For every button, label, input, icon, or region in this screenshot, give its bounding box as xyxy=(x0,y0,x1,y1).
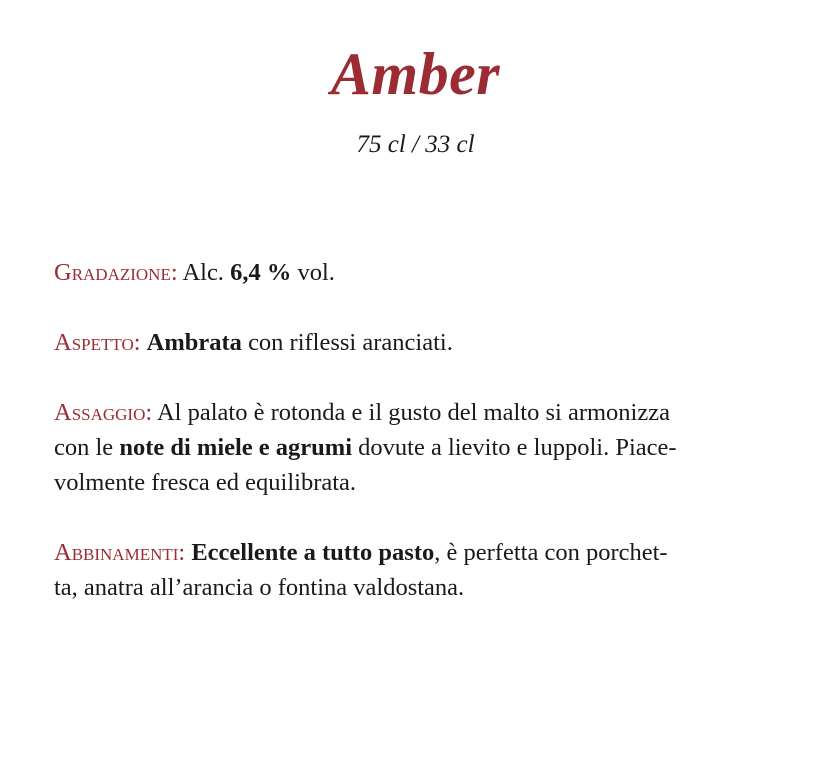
gradazione-paragraph xyxy=(54,255,774,290)
assaggio-paragraph xyxy=(54,395,774,500)
assaggio-text-2-post: dovute a lievito e luppoli. Piace- xyxy=(358,434,677,461)
gradazione-prefix: Alc. xyxy=(182,259,224,286)
aspetto-paragraph xyxy=(54,325,774,360)
abbinamenti-line-2: ta, anatra all’arancia o fontina valdostana. xyxy=(54,574,465,601)
assaggio-label: Assaggio: xyxy=(54,399,153,426)
aspetto-text: con riflessi aranciati. xyxy=(248,329,453,356)
assaggio-text-1: Al palato è rotonda e il gusto del malto si armonizza xyxy=(156,399,670,426)
assaggio-line-3: volmente fresca ed equilibrata. xyxy=(54,469,357,496)
assaggio-highlight: note di miele e agrumi xyxy=(119,434,353,461)
gradazione-line xyxy=(54,255,774,290)
abbinamenti-paragraph xyxy=(54,535,774,605)
aspetto-line xyxy=(54,325,774,360)
gradazione-label: Gradazione: xyxy=(54,259,178,286)
abbinamenti-highlight: Eccellente a tutto pasto xyxy=(191,539,435,566)
tasting-notes xyxy=(54,255,774,640)
abbinamenti-text-1: , è perfetta con porchet- xyxy=(434,539,668,566)
assaggio-line-1 xyxy=(54,395,774,430)
gradazione-value: 6,4 % xyxy=(230,259,292,286)
aspetto-highlight: Ambrata xyxy=(146,329,242,356)
abbinamenti-label: Abbinamenti: xyxy=(54,539,186,566)
abbinamenti-line-1 xyxy=(54,535,774,570)
assaggio-text-2-pre: con le xyxy=(54,434,114,461)
aspetto-label: Aspetto: xyxy=(54,329,141,356)
assaggio-line-2 xyxy=(54,430,774,465)
product-title: Amber xyxy=(330,41,501,107)
bottle-formats: 75 cl / 33 cl xyxy=(356,131,475,158)
gradazione-suffix: vol. xyxy=(297,259,335,286)
